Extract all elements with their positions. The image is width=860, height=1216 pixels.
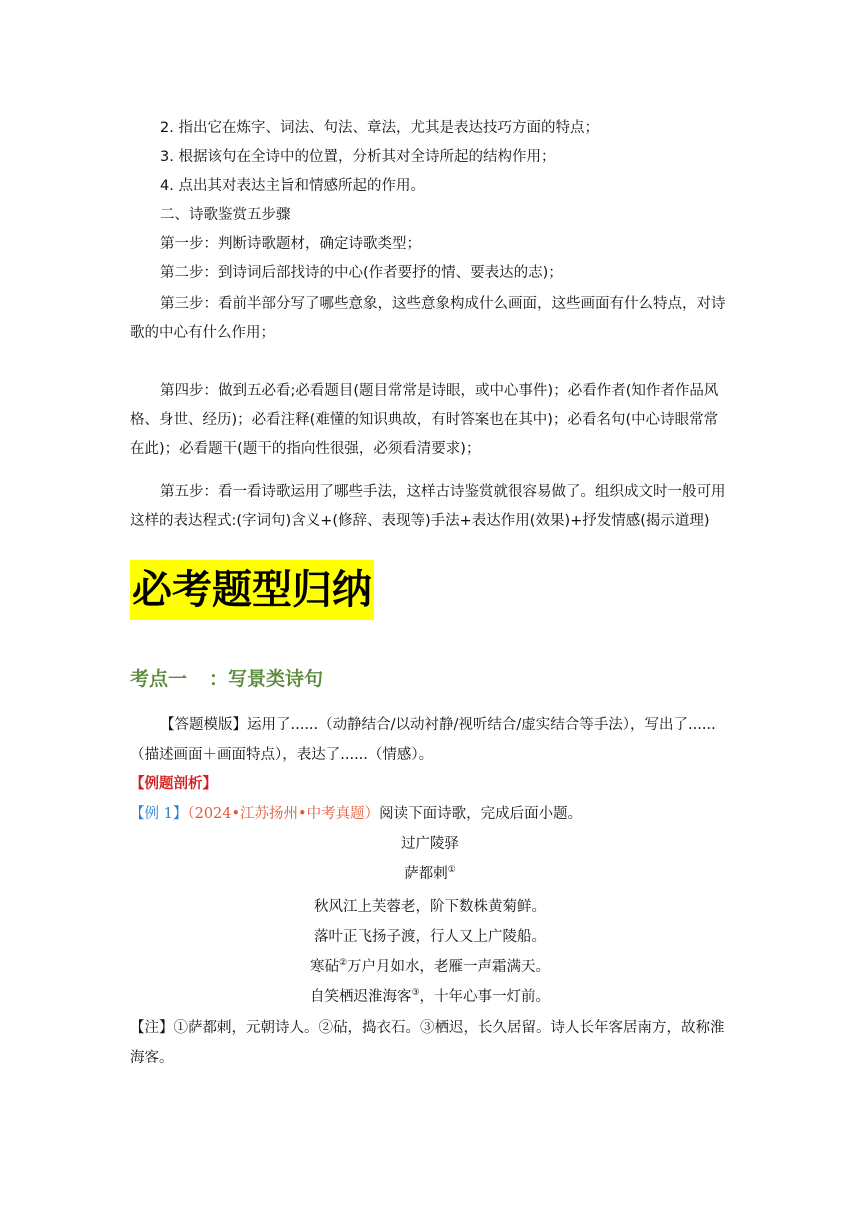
- kaodian-label: 考点一: [130, 668, 188, 690]
- poem-line-3-a: 寒砧: [309, 959, 339, 975]
- example-prompt: 阅读下面诗歌，完成后面小题。: [379, 806, 583, 822]
- poem-line-3: [0, 955, 860, 976]
- section-heading-five-steps: 二、诗歌鉴赏五步骤: [160, 207, 291, 223]
- method-point-3: 3. 根据该句在全诗中的位置，分析其对全诗所起的结构作用；: [160, 149, 556, 165]
- answer-template-tag: 【答题模版】: [160, 717, 247, 733]
- kaodian-heading: [130, 664, 323, 691]
- example-line: [130, 802, 582, 823]
- poem-line-4: [0, 985, 860, 1006]
- poem-title: 过广陵驿: [401, 836, 459, 852]
- poem-line-1: 秋风江上芙蓉老，阶下数株黄菊鲜。: [314, 899, 546, 915]
- poem-line-3-b: 万户月如水，老雁一声霜满天。: [347, 959, 551, 975]
- step-3: 第三步：看前半部分写了哪些意象，这些意象构成什么画面，这些画面有什么特点，对诗歌的中心有什么作用；: [130, 296, 726, 341]
- section-title-highlight: 必考题型归纳: [130, 560, 374, 620]
- example-source: （2024•江苏扬州•中考真题）: [187, 806, 380, 822]
- poem-line-4-a: 自笑栖迟淮海客: [309, 989, 412, 1005]
- poem-notes: 【注】①萨都剌，元朝诗人。②砧，捣衣石。③栖迟，长久居留。诗人长年客居南方，故称淮海客。: [130, 1020, 725, 1066]
- poem-line-2: 落叶正飞扬子渡，行人又上广陵船。: [314, 929, 546, 945]
- poem-author-note: ①: [447, 865, 456, 876]
- step-4: 第四步：做到五必看;必看题目(题目常常是诗眼，或中心事件)；必看作者(知作者作品风格、身世、经历)；必看注释(难懂的知识典故，有时答案也在其中)；必看名句(中心诗眼常常在此)；必看题干(题干的指向性很强，必须看清要求)；: [130, 383, 719, 457]
- step-1: 第一步：判断诗歌题材，确定诗歌类型；: [160, 236, 421, 252]
- example-tag: 【例 1】: [130, 806, 188, 822]
- poem-author-name: 萨都剌: [404, 866, 448, 882]
- method-point-4: 4. 点出其对表达主旨和情感所起的作用。: [160, 178, 425, 194]
- poem-line-4-note: ③: [411, 988, 420, 999]
- answer-template-text: 运用了......（动静结合/以动衬静/视听结合/虚实结合等手法），写出了......（描述画面＋画面特点），表达了......（情感）。: [130, 717, 716, 763]
- method-point-2: 2. 指出它在炼字、词法、句法、章法，尤其是表达技巧方面的特点；: [160, 120, 599, 136]
- poem-line-3-note: ②: [338, 958, 348, 969]
- poem-author: [0, 862, 860, 883]
- poem-line-4-b: ，十年心事一灯前。: [419, 989, 551, 1005]
- example-heading: 【例题剖析】: [130, 775, 217, 792]
- step-5: 第五步：看一看诗歌运用了哪些手法，这样古诗鉴赏就很容易做了。组织成文时一般可用这样的表达程式:(字词句)含义+(修辞、表现等)手法+表达作用(效果)+抒发情感(揭示道理): [130, 484, 726, 529]
- kaodian-title: ：写景类诗句: [209, 668, 324, 690]
- answer-template: [130, 710, 730, 770]
- step-2: 第二步：到诗词后部找诗的中心(作者要抒的情、要表达的志)；: [160, 265, 563, 281]
